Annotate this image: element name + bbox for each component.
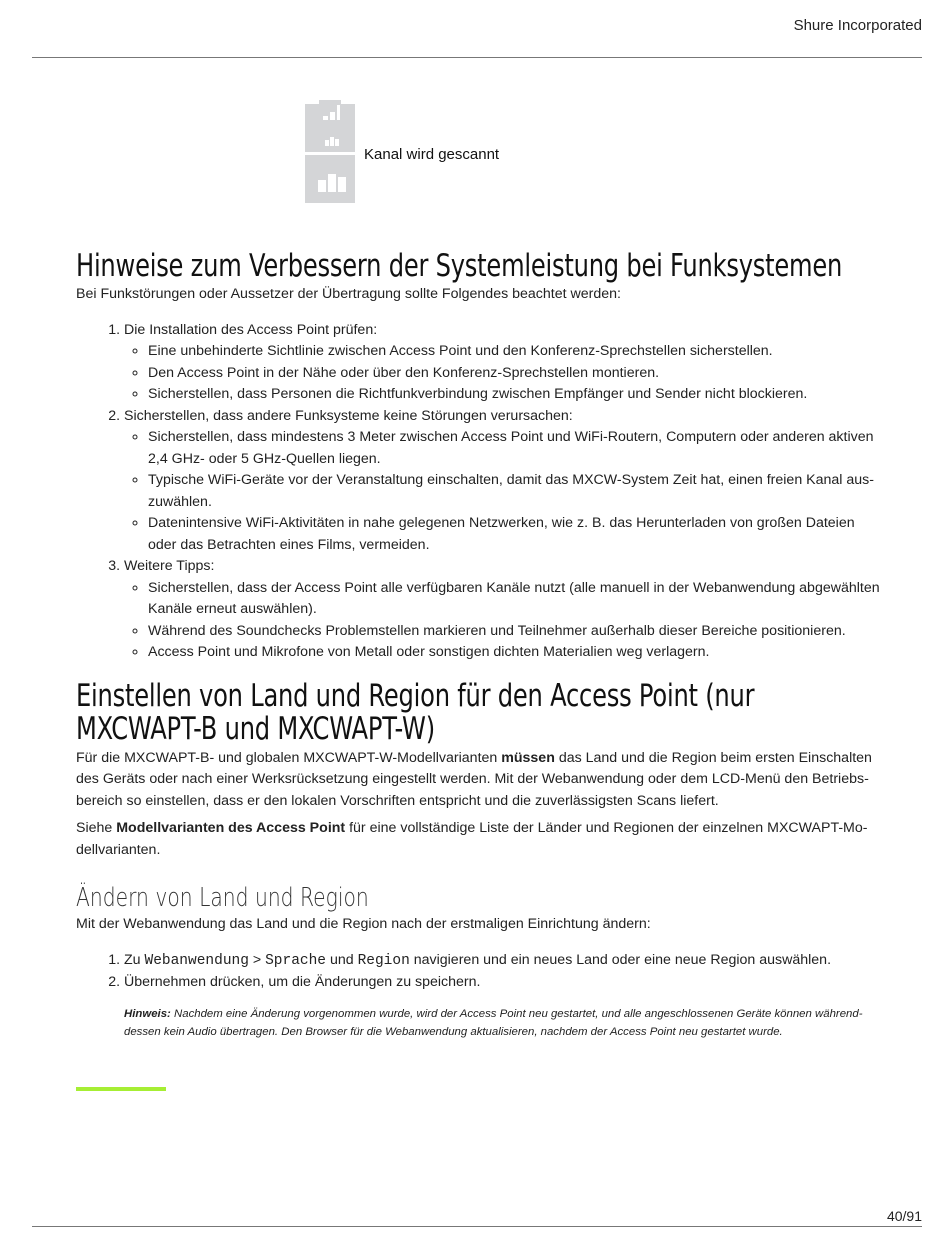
step-text: Übernehmen drücken, um die Änderungen zu speichern. (124, 974, 481, 990)
step-item (124, 950, 880, 973)
note-label: Hinweis: (124, 1007, 171, 1020)
list-item (124, 556, 880, 664)
sub-list-item: ◦ Sicherstellen, dass der Access Point alle verfügbaren Kanäle nutzt (alle manuell in der Webanwendung abgewählten Kanäle erneut auswählen). (148, 578, 880, 621)
channel-scan-figure (305, 100, 545, 204)
sub-list-item: ◦ Den Access Point in der Nähe oder über den Konferenz-Sprechstellen montieren. (148, 363, 880, 385)
tips-list (76, 320, 880, 664)
step-text: > (248, 951, 266, 968)
cross-reference-link[interactable]: Modellvarianten des Access Point (116, 820, 346, 836)
section-title-country-region: Einstellen von Land und Region für den Access Point (nur MXCWAPT-B und MXCWAPT-W) (76, 677, 755, 747)
paragraph-text: für eine vollständige Liste der Länder und Regionen der einzelnen MXCWAPT-Modellvarianten. (76, 820, 868, 858)
subsection-intro: Mit der Webanwendung das Land und die Region nach der erstmaligen Einrichtung ändern: (76, 916, 651, 932)
page-number: 40/91 (886, 1208, 922, 1224)
figure-caption: Kanal wird gescannt (364, 146, 500, 163)
note-text: Nachdem eine Änderung vorgenommen wurde, wird der Access Point neu gestartet, und alle angeschlossenen Geräte können währenddessen kein Audio übertragen. Den Browser für die Webanwendung aktualisieren, nachdem der Access Point neu gestartet wurde. (124, 1007, 863, 1038)
menu-path-code: Sprache (265, 952, 327, 969)
paragraph-text: Für die MXCWAPT-B- und globalen MXCWAPT-W-Modellvarianten (76, 749, 502, 766)
sub-list (124, 427, 880, 556)
sub-list (124, 341, 880, 406)
list-item-text: Die Installation des Access Point prüfen: (124, 321, 378, 338)
subsection-title-change-region: Ändern von Land und Region (76, 883, 369, 913)
header-divider (32, 57, 922, 58)
sub-list (124, 578, 880, 664)
section-title-system-performance: Hinweise zum Verbessern der Systemleistung bei Funksystemen (76, 248, 843, 284)
step-text: navigieren und ein neues Land oder eine neue Region auswählen. (409, 951, 832, 968)
sub-list-item: ◦ Eine unbehinderte Sichtlinie zwischen Access Point und den Konferenz-Sprechstellen sicherstellen. (148, 341, 880, 363)
list-item-text: Sicherstellen, dass andere Funksysteme keine Störungen verursachen: (124, 407, 573, 424)
step-item (124, 972, 880, 994)
sub-list-item: ◦ Typische WiFi-Geräte vor der Veranstaltung einschalten, damit das MXCW-System Zeit hat, einen freien Kanal auszuwählen. (148, 470, 880, 513)
sub-list-item: ◦ Während des Soundchecks Problemstellen markieren und Teilnehmer außerhalb dieser Bereiche positionieren. (148, 621, 880, 643)
list-item (124, 406, 880, 557)
emphasis-text: müssen (501, 749, 555, 766)
note (124, 1005, 880, 1041)
paragraph (76, 748, 880, 813)
channel-scan-icon (305, 100, 357, 204)
paragraph (76, 818, 880, 861)
paragraph-text: das Land und die Region beim ersten Einschalten des Geräts oder nach einer Werksrücksetzung eingestellt werden. Mit der Webanwendung oder dem LCD-Menü den Betriebsbereich so einstellen, dass er den lokalen Vorschriften entspricht und die zuverlässigsten Scans liefert. (76, 749, 872, 809)
footer-divider (32, 1226, 922, 1227)
steps-list (76, 950, 880, 994)
accent-bar (76, 1087, 166, 1091)
sub-list-item: ◦ Sicherstellen, dass Personen die Richtfunkverbindung zwischen Empfänger und Sender nicht blockieren. (148, 384, 880, 406)
section-intro: Bei Funkstörungen oder Aussetzer der Übertragung sollte Folgendes beachtet werden: (76, 286, 621, 302)
sub-list-item: ◦ Access Point und Mikrofone von Metall oder sonstigen dichten Materialien weg verlagern. (148, 642, 880, 664)
list-item-text: Weitere Tipps: (124, 558, 215, 574)
sub-list-item: ◦ Datenintensive WiFi-Aktivitäten in nahe gelegenen Netzwerken, wie z. B. das Herunterladen von großen Dateien oder das Betrachten eines Films, vermeiden. (148, 513, 880, 556)
menu-path-code: Region (357, 952, 410, 969)
page-content (76, 250, 880, 1041)
list-item (124, 320, 880, 406)
step-text: Zu (124, 951, 145, 968)
header-company: Shure Incorporated (793, 17, 922, 34)
sub-list-item: ◦ Sicherstellen, dass mindestens 3 Meter zwischen Access Point und WiFi-Routern, Computern oder anderen aktiven 2,4 GHz- oder 5 GHz-Quellen liegen. (148, 427, 880, 470)
paragraph-text: Siehe (76, 820, 117, 836)
step-text: und (326, 951, 358, 968)
menu-path-code: Webanwendung (144, 952, 249, 969)
